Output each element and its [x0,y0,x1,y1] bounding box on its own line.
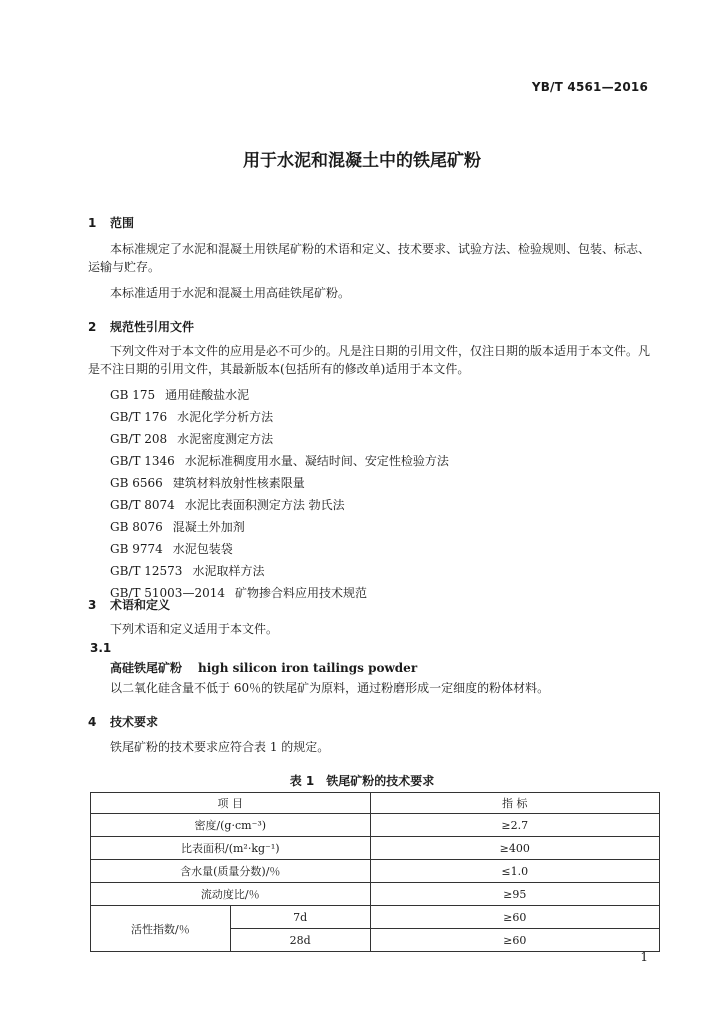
ref-code: GB/T 1346 [110,454,175,468]
section-number: 2 [88,320,97,334]
ref-name: 通用硅酸盐水泥 [165,388,250,402]
ref-name: 水泥取样方法 [192,564,265,578]
ref-code: GB 6566 [110,476,163,490]
row-value: ≥95 [370,883,659,906]
row-value: ≥60 [370,929,659,952]
row-value: ≥60 [370,906,659,929]
table-number: 表 1 [289,774,315,788]
term-english: high silicon iron tailings powder [198,661,418,675]
page-title: 用于水泥和混凝土中的铁尾矿粉 [243,151,481,171]
ref-name: 水泥包装袋 [172,542,233,556]
row-value: ≥2.7 [370,814,659,837]
table-row [91,906,660,929]
spec-table [90,792,660,952]
row-value: ≤1.0 [370,860,659,883]
section-title: 术语和定义 [110,598,171,612]
table-header-row [91,793,660,814]
section-3-heading [88,596,170,613]
section-2-heading [88,318,194,335]
scope-paragraph-2: 本标准适用于水泥和混凝土用高硅铁尾矿粉。 [110,286,351,300]
normative-refs-intro: 下列文件对于本文件的应用是必不可少的。凡是注日期的引用文件，仅注日期的版本适用于本文件。凡是不注日期的引用文件，其最新版本(包括所有的修改单)适用于本文件。 [88,344,651,376]
section-title: 规范性引用文件 [110,320,195,334]
reference-list [110,384,449,604]
activity-index-label: 活性指数/％ [91,906,231,952]
reference-item [110,538,449,560]
table-row [91,883,660,906]
activity-age: 7d [230,906,370,929]
reference-item [110,384,449,406]
table-row [91,837,660,860]
page-number: 1 [640,950,648,964]
reference-item [110,494,449,516]
row-item: 流动度比/％ [91,883,371,906]
ref-name: 水泥比表面积测定方法 勃氏法 [184,498,345,512]
activity-age: 28d [230,929,370,952]
section-4-heading [88,713,158,730]
ref-name: 矿物掺合料应用技术规范 [234,586,367,600]
header-index: 指 标 [370,793,659,814]
ref-name: 水泥密度测定方法 [177,432,274,446]
section-title: 范围 [110,216,135,230]
reference-item [110,450,449,472]
row-item: 含水量(质量分数)/％ [91,860,371,883]
reference-item [110,406,449,428]
table-caption [0,772,724,789]
term-definition: 以二氧化硅含量不低于 60％的铁尾矿为原料，通过粉磨形成一定细度的粉体材料。 [110,681,550,695]
section-1-heading [88,214,134,231]
tech-requirements-intro: 铁尾矿粉的技术要求应符合表 1 的规定。 [110,740,330,754]
table-row [91,860,660,883]
row-item: 比表面积/(m²·kg⁻¹) [91,837,371,860]
standard-code: YB/T 4561—2016 [531,80,648,94]
ref-name: 混凝土外加剂 [172,520,245,534]
ref-name: 水泥标准稠度用水量、凝结时间、安定性检验方法 [184,454,449,468]
ref-code: GB/T 176 [110,410,168,424]
reference-item [110,516,449,538]
row-value: ≥400 [370,837,659,860]
header-item: 项 目 [91,793,371,814]
ref-name: 水泥化学分析方法 [177,410,274,424]
scope-paragraph-1: 本标准规定了水泥和混凝土用铁尾矿粉的术语和定义、技术要求、试验方法、检验规则、包装、标志、运输与贮存。 [88,242,651,274]
reference-item [110,472,449,494]
ref-name: 建筑材料放射性核素限量 [172,476,305,490]
ref-code: GB/T 51003—2014 [110,586,225,600]
section-number: 3 [88,598,97,612]
row-item: 密度/(g·cm⁻³) [91,814,371,837]
section-title: 技术要求 [110,715,159,729]
ref-code: GB 9774 [110,542,163,556]
ref-code: GB 175 [110,388,156,402]
term-chinese: 高硅铁尾矿粉 [110,661,183,675]
term-number: 3.1 [90,641,112,655]
reference-item [110,428,449,450]
table-title: 铁尾矿粉的技术要求 [326,774,435,788]
section-number: 1 [88,216,97,230]
ref-code: GB/T 8074 [110,498,175,512]
reference-item [110,560,449,582]
section-number: 4 [88,715,97,729]
table-row [91,814,660,837]
terms-intro: 下列术语和定义适用于本文件。 [110,622,279,636]
ref-code: GB/T 12573 [110,564,183,578]
ref-code: GB 8076 [110,520,163,534]
ref-code: GB/T 208 [110,432,168,446]
term-entry [110,659,417,676]
